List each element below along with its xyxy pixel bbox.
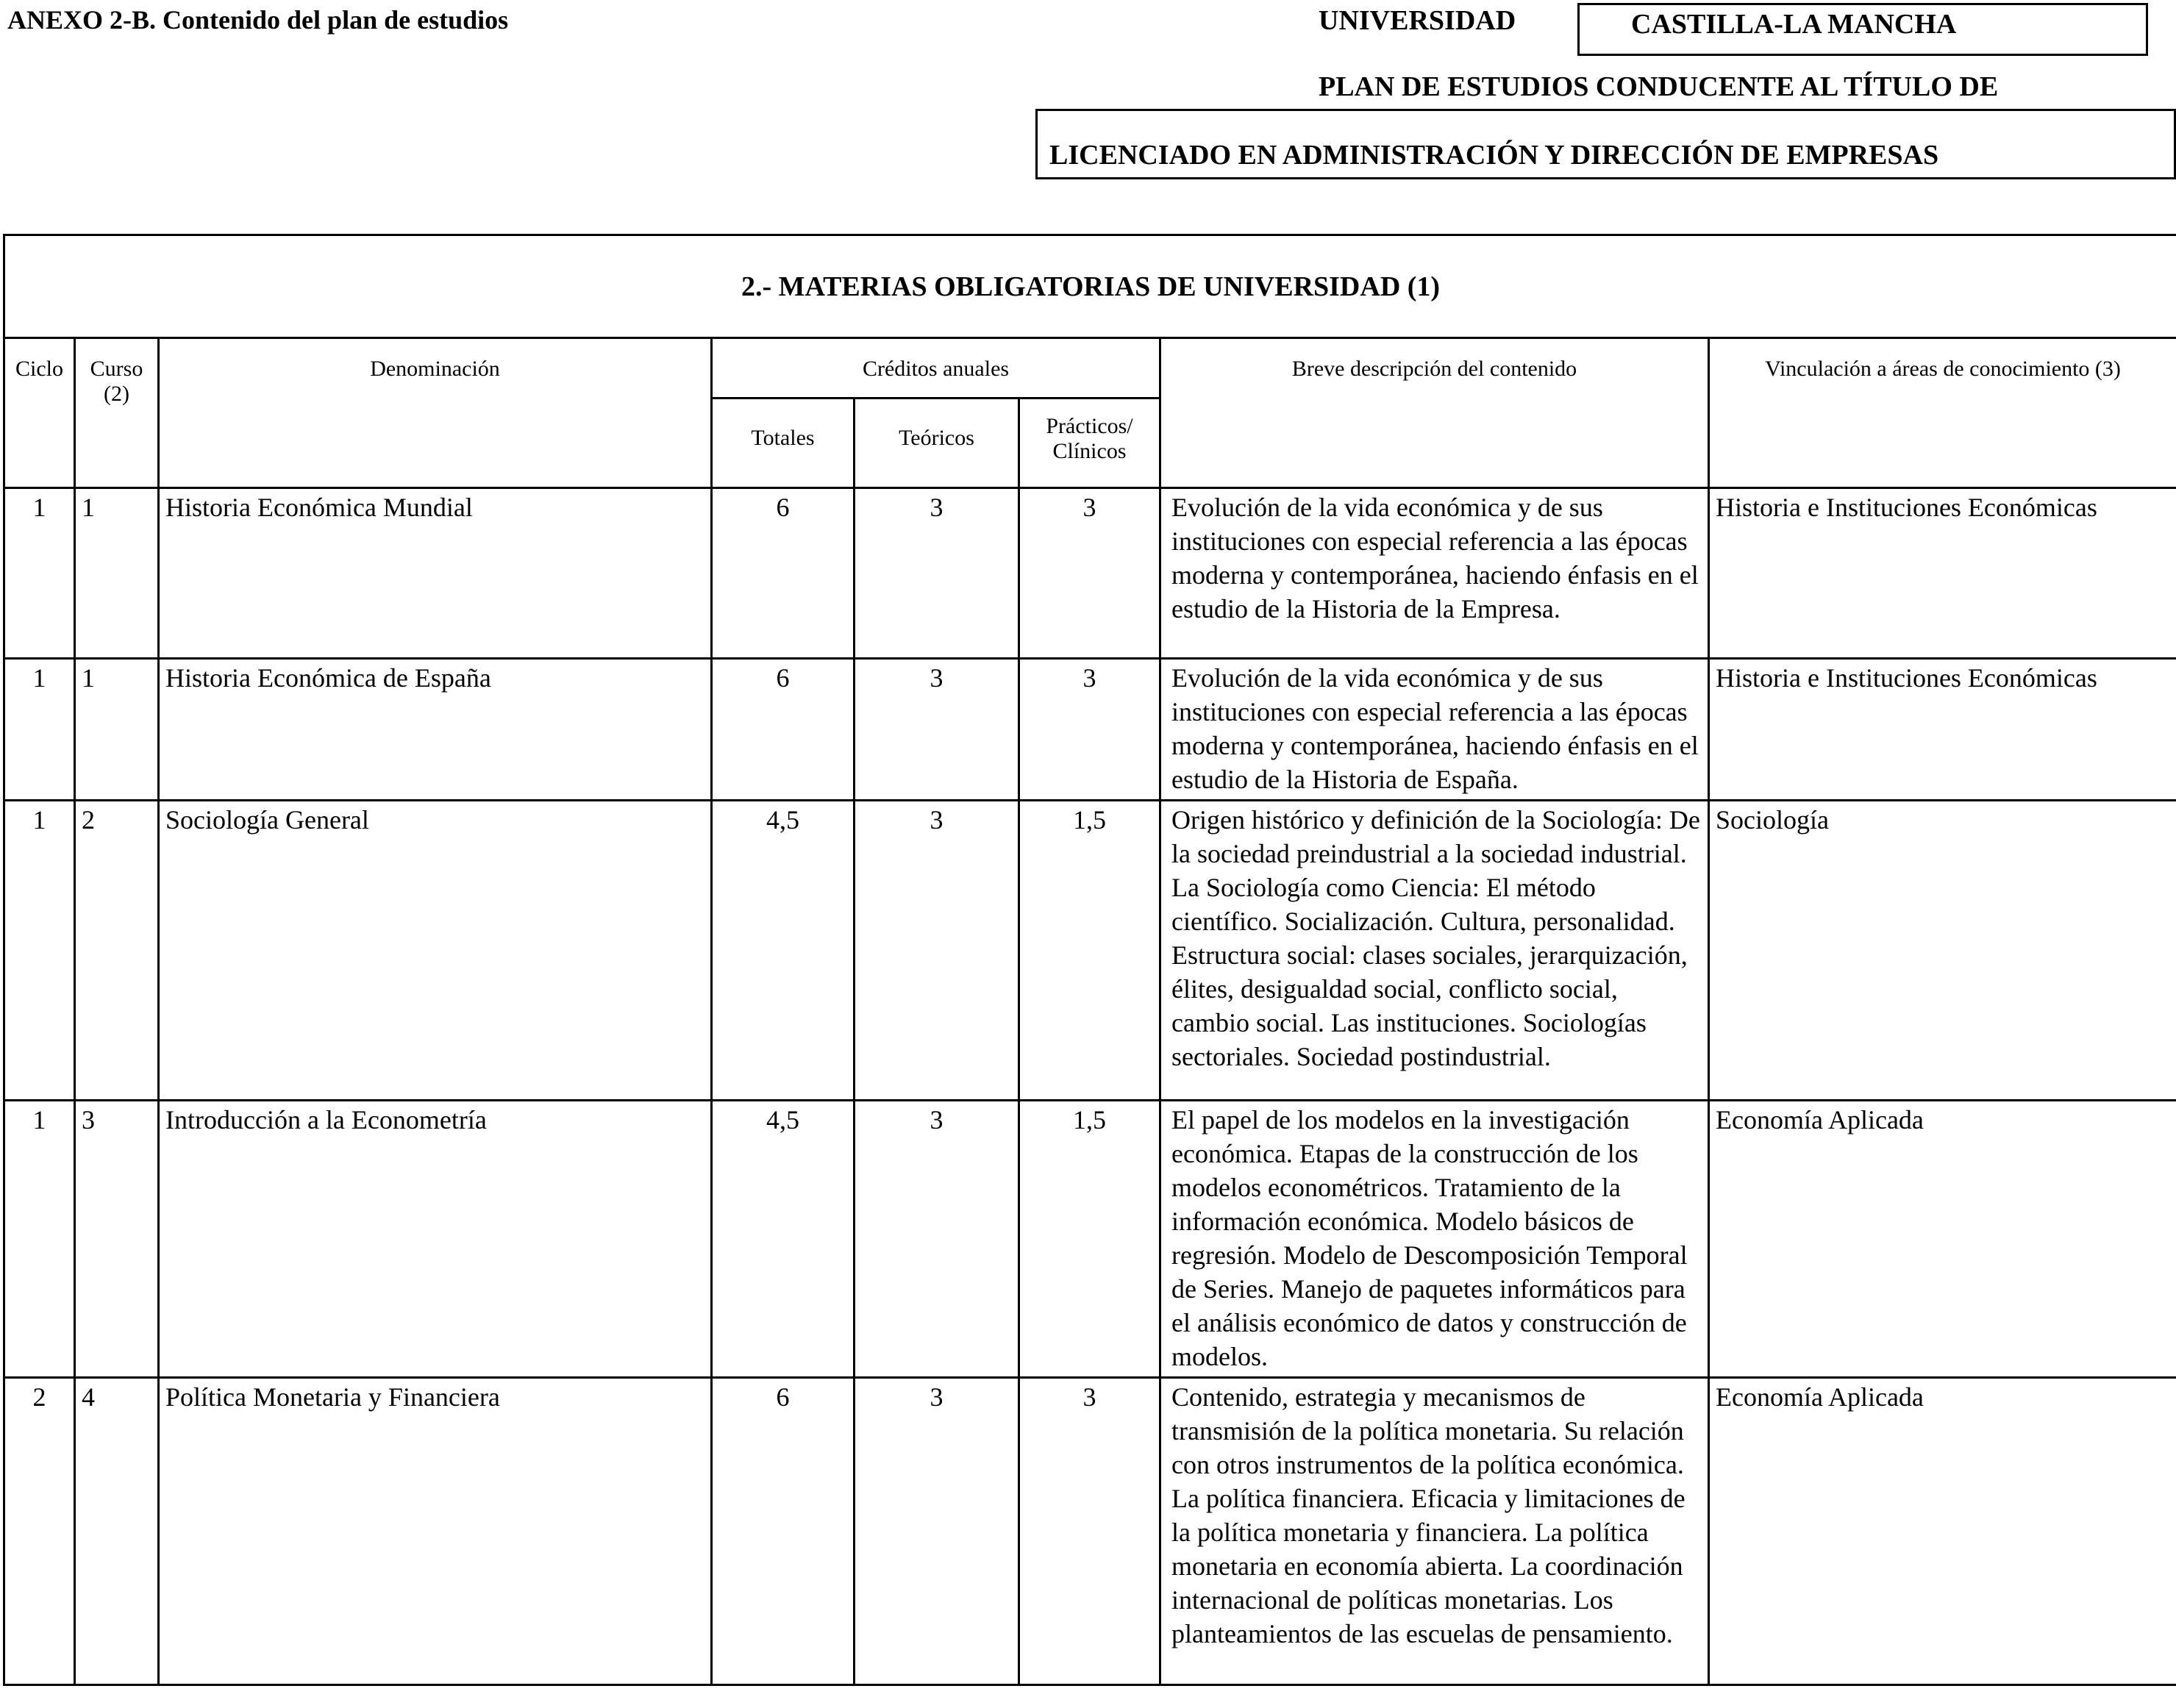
cell-totales: 4,5 bbox=[712, 1101, 855, 1378]
cell-teoricos: 3 bbox=[855, 801, 1019, 1101]
cell-curso: 4 bbox=[75, 1378, 159, 1685]
table-row bbox=[4, 1378, 2176, 1685]
cell-ciclo: 1 bbox=[4, 801, 75, 1101]
university-name: CASTILLA-LA MANCHA bbox=[1631, 9, 1957, 40]
cell-practicos: 3 bbox=[1019, 659, 1160, 801]
cell-teoricos: 3 bbox=[855, 488, 1019, 659]
cell-denominacion: Historia Económica Mundial bbox=[159, 488, 712, 659]
cell-vinculacion: Economía Aplicada bbox=[1709, 1101, 2176, 1378]
col-header-totales: Totales bbox=[712, 399, 855, 488]
cell-practicos: 3 bbox=[1019, 488, 1160, 659]
col-header-vinculacion: Vinculación a áreas de conocimiento (3) bbox=[1709, 338, 2176, 488]
cell-practicos: 1,5 bbox=[1019, 801, 1160, 1101]
cell-denominacion: Política Monetaria y Financiera bbox=[159, 1378, 712, 1685]
annex-title: ANEXO 2-B. Contenido del plan de estudios bbox=[7, 5, 509, 35]
cell-descripcion: Evolución de la vida económica y de sus instituciones con especial referencia a las épocas moderna y contemporánea, haciendo énfasis en el estudio de la Historia de España. bbox=[1160, 659, 1709, 801]
table-row bbox=[4, 801, 2176, 1101]
cell-curso: 1 bbox=[75, 659, 159, 801]
cell-totales: 6 bbox=[712, 659, 855, 801]
cell-ciclo: 1 bbox=[4, 488, 75, 659]
col-header-descripcion: Breve descripción del contenido bbox=[1160, 338, 1709, 488]
cell-vinculacion: Historia e Instituciones Económicas bbox=[1709, 659, 2176, 801]
cell-vinculacion: Sociología bbox=[1709, 801, 2176, 1101]
section-title: 2.- MATERIAS OBLIGATORIAS DE UNIVERSIDAD (1) bbox=[4, 235, 2176, 338]
cell-denominacion: Sociología General bbox=[159, 801, 712, 1101]
subjects-table bbox=[3, 234, 2176, 1686]
cell-descripcion: Evolución de la vida económica y de sus instituciones con especial referencia a las épocas moderna y contemporánea, haciendo énfasis en el estudio de la Historia de la Empresa. bbox=[1160, 488, 1709, 659]
cell-denominacion: Historia Económica de España bbox=[159, 659, 712, 801]
cell-practicos: 3 bbox=[1019, 1378, 1160, 1685]
col-header-practicos: Prácticos/ Clínicos bbox=[1019, 399, 1160, 488]
cell-ciclo: 1 bbox=[4, 1101, 75, 1378]
university-label: UNIVERSIDAD bbox=[1319, 5, 1516, 36]
cell-curso: 1 bbox=[75, 488, 159, 659]
degree-title-box bbox=[1035, 109, 2176, 179]
cell-ciclo: 1 bbox=[4, 659, 75, 801]
cell-totales: 4,5 bbox=[712, 801, 855, 1101]
cell-descripcion: Origen histórico y definición de la Sociología: De la sociedad preindustrial a la sociedad industrial. La Sociología como Ciencia: El método científico. Socialización. Cultura, personalidad. Estructura social: clases sociales, jerarquización, élites, desigualdad social, conflicto social, cambio social. Las instituciones. Sociologías sectoriales. Sociedad postindustrial. bbox=[1160, 801, 1709, 1101]
university-name-box bbox=[1577, 3, 2148, 56]
col-header-denominacion: Denominación bbox=[159, 338, 712, 488]
cell-vinculacion: Historia e Instituciones Económicas bbox=[1709, 488, 2176, 659]
cell-ciclo: 2 bbox=[4, 1378, 75, 1685]
col-header-curso: Curso (2) bbox=[75, 338, 159, 488]
table-row bbox=[4, 659, 2176, 801]
table-row bbox=[4, 488, 2176, 659]
cell-curso: 3 bbox=[75, 1101, 159, 1378]
degree-title: LICENCIADO EN ADMINISTRACIÓN Y DIRECCIÓN DE EMPRESAS bbox=[1049, 140, 1939, 171]
col-header-teoricos: Teóricos bbox=[855, 399, 1019, 488]
cell-totales: 6 bbox=[712, 1378, 855, 1685]
cell-totales: 6 bbox=[712, 488, 855, 659]
cell-curso: 2 bbox=[75, 801, 159, 1101]
study-plan-label: PLAN DE ESTUDIOS CONDUCENTE AL TÍTULO DE bbox=[1319, 71, 1999, 102]
cell-descripcion: El papel de los modelos en la investigación económica. Etapas de la construcción de los modelos econométricos. Tratamiento de la información económica. Modelo básicos de regresión. Modelo de Descomposición Temporal de Series. Manejo de paquetes informáticos para el análisis económico de datos y construcción de modelos. bbox=[1160, 1101, 1709, 1378]
cell-teoricos: 3 bbox=[855, 1101, 1019, 1378]
table-row bbox=[4, 1101, 2176, 1378]
cell-vinculacion: Economía Aplicada bbox=[1709, 1378, 2176, 1685]
cell-teoricos: 3 bbox=[855, 1378, 1019, 1685]
col-header-creditos: Créditos anuales bbox=[712, 338, 1160, 399]
cell-denominacion: Introducción a la Econometría bbox=[159, 1101, 712, 1378]
cell-practicos: 1,5 bbox=[1019, 1101, 1160, 1378]
cell-descripcion: Contenido, estrategia y mecanismos de transmisión de la política monetaria. Su relación con otros instrumentos de la política económica. La política financiera. Eficacia y limitaciones de la política monetaria y financiera. La política monetaria en economía abierta. La coordinación internacional de políticas monetarias. Los planteamientos de las escuelas de pensamiento. bbox=[1160, 1378, 1709, 1685]
cell-teoricos: 3 bbox=[855, 659, 1019, 801]
col-header-ciclo: Ciclo bbox=[4, 338, 75, 488]
